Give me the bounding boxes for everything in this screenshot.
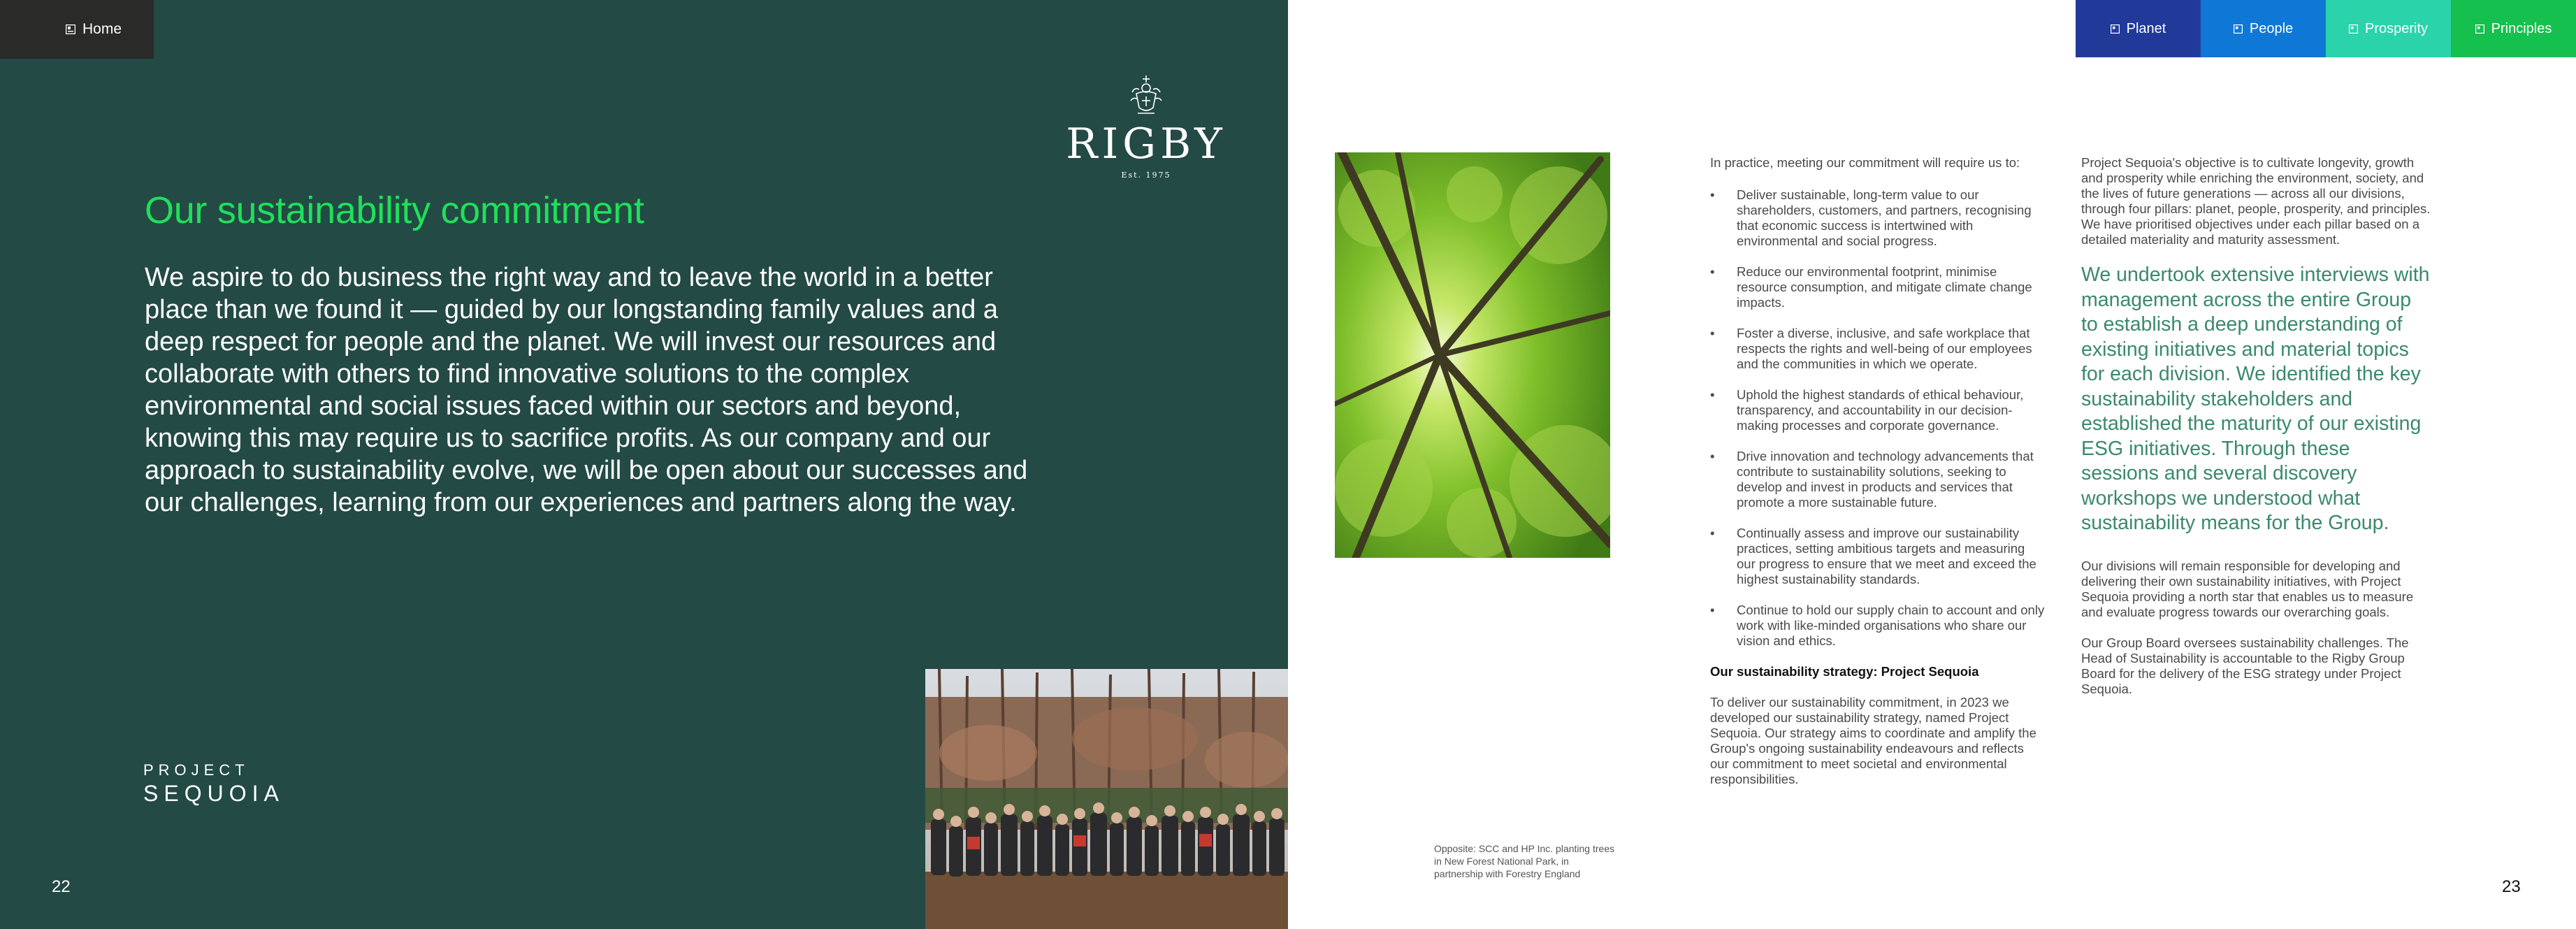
tab-principles[interactable] bbox=[2451, 0, 2576, 57]
page-icon bbox=[2475, 24, 2484, 34]
strategy-heading: Our sustainability strategy: Project Sequoia bbox=[1710, 664, 1979, 679]
list-item: • Uphold the highest standards of ethical behaviour, transparency, and accountability in our decision-making processes and corporate governance. bbox=[1710, 387, 2046, 433]
highlight-quote: We undertook extensive interviews with management across the entire Group to establish a deep understanding of existing initiatives and material topics for each division. We identified the key sustainability stakeholders and established the maturity of our existing ESG initiatives. Through these sessions and several discovery workshops we understood what sustainability means for the Group. bbox=[2081, 264, 2430, 534]
board-paragraph: Our Group Board oversees sustainability challenges. The Head of Sustainability is accountable to the Rigby Group Board for the delivery of the ESG strategy under Project Sequoia. bbox=[2081, 635, 2409, 696]
objective-column bbox=[2081, 155, 2431, 712]
project-label-line-2: SEQUOIA bbox=[143, 781, 284, 806]
page-icon bbox=[2234, 24, 2243, 34]
page-icon bbox=[2349, 24, 2358, 34]
crest-icon bbox=[1125, 73, 1167, 122]
rigby-logo bbox=[1066, 73, 1227, 180]
tab-people[interactable] bbox=[2201, 0, 2326, 57]
page-icon bbox=[66, 24, 75, 34]
list-item: • Deliver sustainable, long-term value to our shareholders, customers, and partners, recognising that economic success is intertwined with environmental and social progress. bbox=[1710, 187, 2046, 249]
project-sequoia-label bbox=[143, 761, 284, 807]
tab-planet-label: Planet bbox=[2126, 20, 2166, 36]
strategy-paragraph: To deliver our sustainability commitment, in 2023 we developed our sustainability strategy, named Project Sequoia. Our strategy aims to coordinate and amplify the Group's ongoing sustainability endeavours and reflects our commitment to meet societal and environmental responsibilities. bbox=[1710, 695, 2036, 786]
page-number-left: 22 bbox=[52, 877, 71, 896]
list-item: • Drive innovation and technology advancements that contribute to sustainability solutions, seeking to develop and invest in products and services that promote a more sustainable future. bbox=[1710, 449, 2046, 510]
logo-established: Est. 1975 bbox=[1121, 171, 1171, 180]
section-nav bbox=[2076, 0, 2576, 57]
home-button[interactable] bbox=[0, 0, 154, 59]
project-label-line-1: PROJECT bbox=[143, 761, 249, 779]
objective-paragraph: Project Sequoia's objective is to cultivate longevity, growth and prosperity while enriching the environment, society, and the lives of future generations — across all our divisions, through four pillars: planet, people, prosperity, and principles. We have prioritised objectives under each pillar based on a detailed materiality and maturity assessment. bbox=[2081, 155, 2431, 247]
commitment-column bbox=[1710, 155, 2046, 787]
list-item: • Reduce our environmental footprint, minimise resource consumption, and mitigate climate change impacts. bbox=[1710, 264, 2046, 310]
tab-planet[interactable] bbox=[2076, 0, 2201, 57]
page-title: Our sustainability commitment bbox=[145, 189, 644, 231]
tab-people-label: People bbox=[2249, 20, 2294, 36]
list-item: • Continually assess and improve our sustainability practices, setting ambitious targets and measuring our progress to ensure that we meet and exceed the highest sustainability standards. bbox=[1710, 526, 2046, 587]
logo-wordmark: RIGBY bbox=[1066, 120, 1227, 168]
page-icon bbox=[2111, 24, 2120, 34]
page-number-right: 23 bbox=[2502, 877, 2521, 896]
commitment-intro: In practice, meeting our commitment will require us to: bbox=[1710, 155, 2020, 170]
commitment-statement: We aspire to do business the right way and to leave the world in a better place than we found it — guided by our longstanding family values and a deep respect for people and the planet. We will invest our resources and collaborate with others to find innovative solutions to the complex environmental and social issues faced within our sectors and beyond, knowing this may require us to sacrifice profits. As our company and our approach to sustainability evolve, we will be open about our successes and our challenges, learning from our experiences and partners along the way. bbox=[145, 263, 1028, 517]
tree-canopy-photo bbox=[1335, 152, 1610, 558]
divisions-paragraph: Our divisions will remain responsible for developing and delivering their own sustainability initiatives, with Project Sequoia providing a north star that enables us to measure and evaluate progress towards our overarching goals. bbox=[2081, 558, 2414, 619]
tree-planting-group-photo bbox=[925, 669, 1288, 929]
commitment-list bbox=[1710, 187, 2046, 649]
tab-principles-label: Principles bbox=[2491, 20, 2552, 36]
list-item: • Foster a diverse, inclusive, and safe workplace that respects the rights and well-being of our employees and the communities in which we operate. bbox=[1710, 326, 2046, 372]
tab-prosperity-label: Prosperity bbox=[2364, 20, 2429, 36]
tab-prosperity[interactable] bbox=[2326, 0, 2451, 57]
home-label: Home bbox=[82, 21, 122, 37]
list-item: • Continue to hold our supply chain to account and only work with like-minded organisations who share our vision and ethics. bbox=[1710, 603, 2046, 649]
photo-caption: Opposite: SCC and HP Inc. planting trees in New Forest National Park, in partnership with Forestry England bbox=[1434, 843, 1615, 879]
